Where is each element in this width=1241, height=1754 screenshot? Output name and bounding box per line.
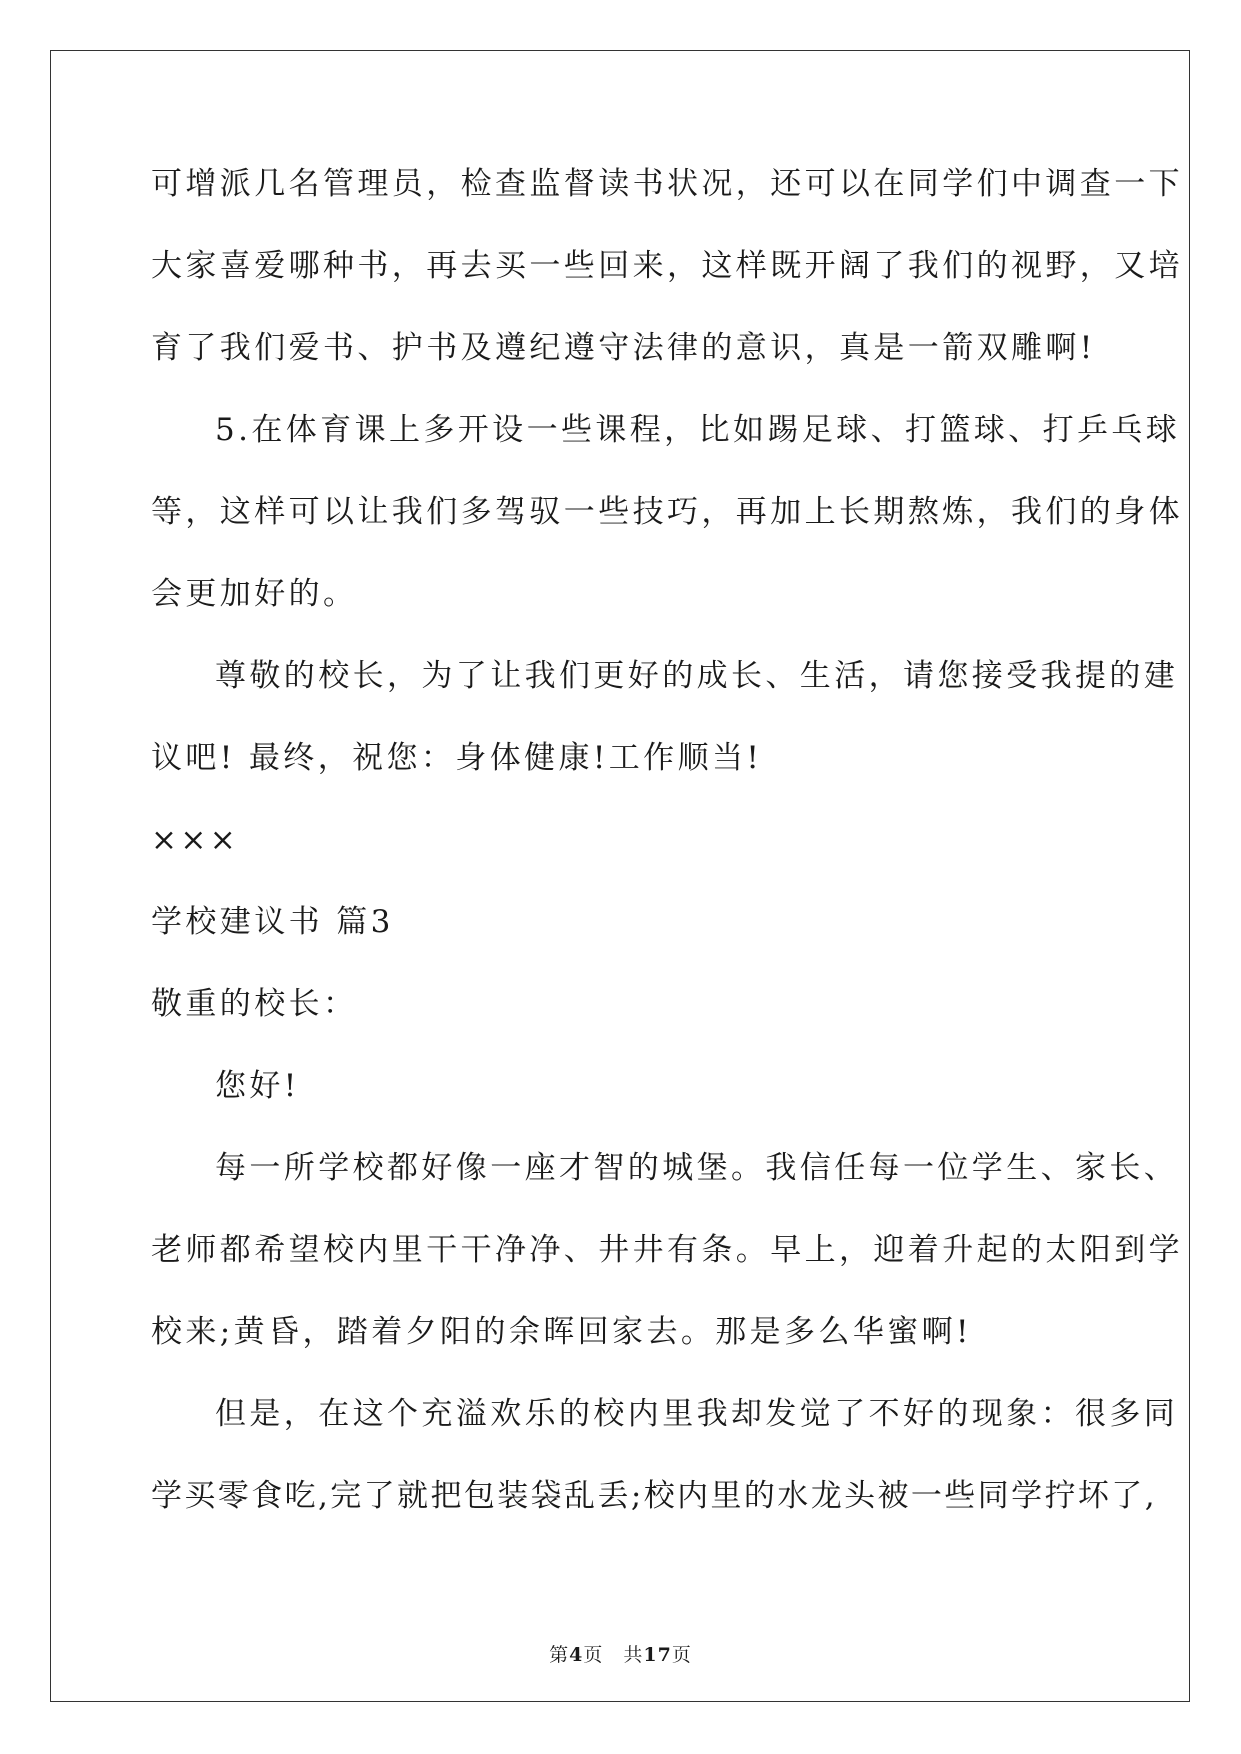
text-line: 但是，在这个充溢欢乐的校内里我却发觉了不好的现象：很多同: [215, 1396, 1179, 1432]
signature: ×××: [151, 822, 240, 858]
text-line: 学买零食吃,完了就把包装袋乱丢;校内里的水龙头被一些同学拧坏了,: [151, 1478, 1157, 1514]
document-body: [151, 154, 1183, 1548]
text-line: 每一所学校都好像一座才智的城堡。我信任每一位学生、家长、: [215, 1150, 1179, 1186]
text-line: 5.在体育课上多开设一些课程，比如踢足球、打篮球、打乒乓球: [215, 412, 1181, 448]
footer-suffix: 页: [671, 1644, 692, 1666]
total-pages-number: 17: [643, 1644, 672, 1666]
text-line: 育了我们爱书、护书及遵纪遵守法律的意识，真是一箭双雕啊!: [151, 330, 1096, 366]
section-title: 学校建议书 篇3: [151, 904, 394, 940]
text-line: 会更加好的。: [151, 576, 358, 612]
text-line: 可增派几名管理员，检查监督读书状况，还可以在同学们中调查一下: [151, 166, 1183, 202]
text-line: 大家喜爱哪种书，再去买一些回来，这样既开阔了我们的视野，又培: [151, 248, 1183, 284]
text-line: 老师都希望校内里干干净净、井井有条。早上，迎着升起的太阳到学: [151, 1232, 1183, 1268]
text-line: 尊敬的校长，为了让我们更好的成长、生活，请您接受我提的建: [215, 658, 1179, 694]
salutation: 敬重的校长：: [151, 986, 358, 1022]
text-line: 议吧! 最终，祝您：身体健康!工作顺当!: [151, 740, 763, 776]
greeting: 您好!: [215, 1068, 300, 1104]
footer-middle: 页 共: [583, 1644, 644, 1666]
text-line: 校来;黄昏，踏着夕阳的余晖回家去。那是多么华蜜啊!: [151, 1314, 972, 1350]
current-page-number: 4: [569, 1644, 584, 1666]
footer-prefix: 第: [549, 1644, 570, 1666]
page-footer: [0, 1640, 1241, 1667]
text-line: 等，这样可以让我们多驾驭一些技巧，再加上长期熬炼，我们的身体: [151, 494, 1183, 530]
